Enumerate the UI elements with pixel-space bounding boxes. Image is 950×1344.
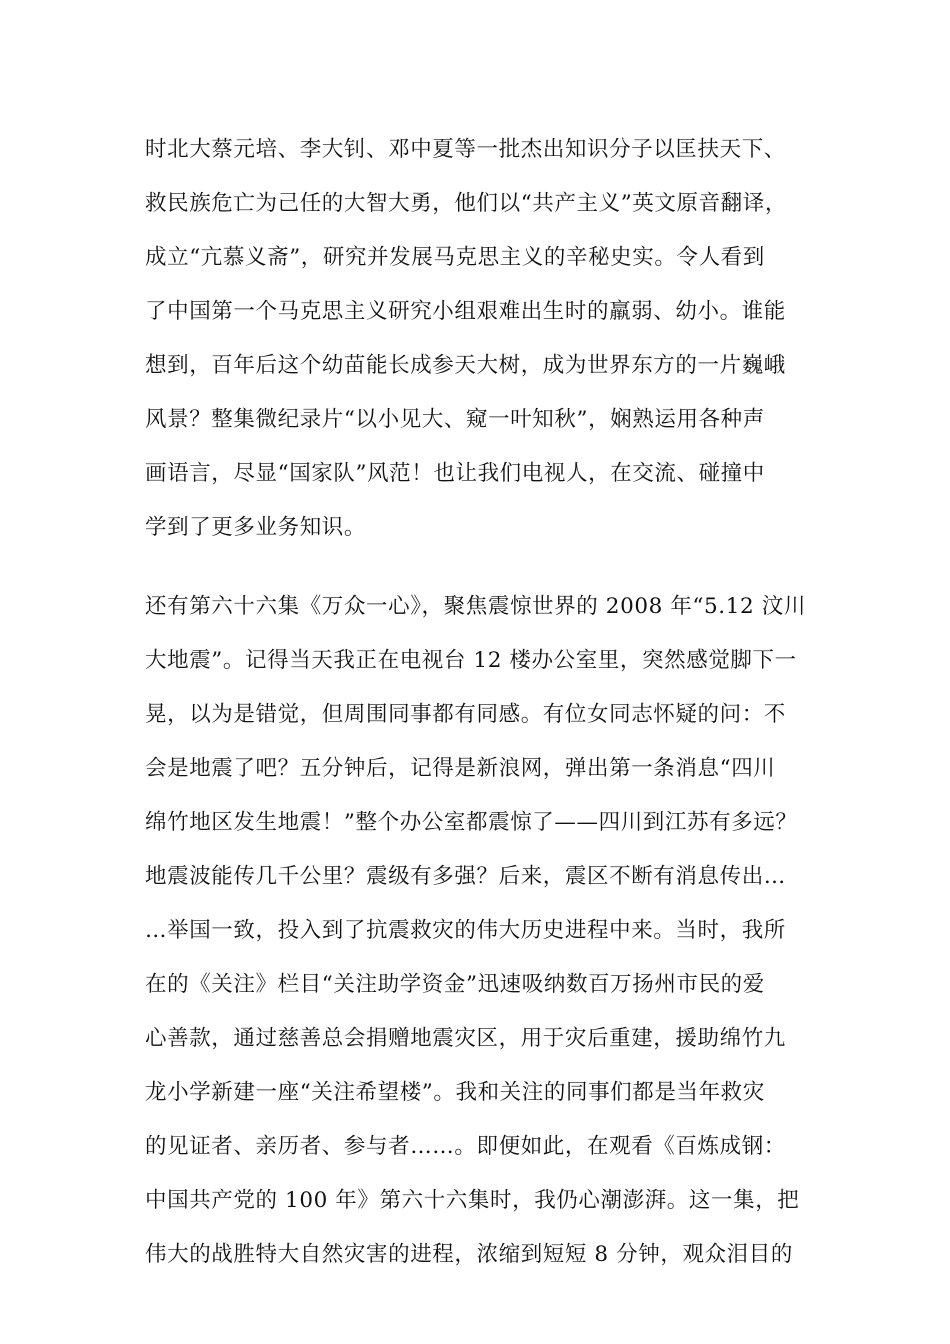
text-line: 成立“亢慕义斋”，研究并发展马克思主义的辛秘史实。令人看到 — [145, 245, 765, 270]
text-line: 心善款，通过慈善总会捐赠地震灾区，用于灾后重建，援助绵竹九 — [145, 1026, 786, 1051]
text-line: 还有第六十六集《万众一心》，聚焦震惊世界的 2008 年“5.12 汶川 — [145, 594, 806, 619]
text-line: 风景？整集微纪录片“以小见大、窥一叶知秋”，娴熟运用各种声 — [145, 407, 765, 432]
text-line: 会是地震了吧？五分钟后，记得是新浪网，弹出第一条消息“四川 — [145, 756, 776, 781]
text-line: 在的《关注》栏目“关注助学资金”迅速吸纳数百万扬州市民的爱 — [145, 972, 765, 997]
text-line: 绵竹地区发生地震！”整个办公室都震惊了——四川到江苏有多远？ — [145, 810, 798, 835]
text-line: 中国共产党的 100 年》第六十六集时，我仍心潮澎湃。这一集，把 — [145, 1188, 800, 1213]
text-line: 想到，百年后这个幼苗能长成参天大树，成为世界东方的一片巍峨 — [145, 353, 786, 378]
text-line: 伟大的战胜特大自然灾害的进程，浓缩到短短 8 分钟，观众泪目的 — [145, 1242, 793, 1267]
text-line: 晃，以为是错觉，但周围同事都有同感。有位女同志怀疑的问：不 — [145, 702, 786, 727]
text-line: 地震波能传几千公里？震级有多强？后来，震区不断有消息传出… — [145, 864, 786, 889]
text-line: …举国一致，投入到了抗震救灾的伟大历史进程中来。当时，我所 — [145, 918, 786, 943]
text-line: 学到了更多业务知识。 — [145, 515, 367, 540]
text-line: 救民族危亡为己任的大智大勇，他们以“共产主义”英文原音翻译， — [145, 191, 787, 216]
text-line: 时北大蔡元培、李大钊、邓中夏等一批杰出知识分子以匡扶天下、 — [145, 137, 786, 162]
text-line: 龙小学新建一座“关注希望楼”。我和关注的同事们都是当年救灾 — [145, 1080, 765, 1105]
text-line: 的见证者、亲历者、参与者……。即便如此，在观看《百炼成钢： — [145, 1134, 786, 1159]
text-line: 画语言，尽显“国家队”风范！也让我们电视人，在交流、碰撞中 — [145, 461, 765, 486]
text-line: 了中国第一个马克思主义研究小组艰难出生时的羸弱、幼小。谁能 — [145, 299, 786, 324]
text-line: 大地震”。记得当天我正在电视台 12 楼办公室里，突然感觉脚下一 — [145, 648, 797, 673]
